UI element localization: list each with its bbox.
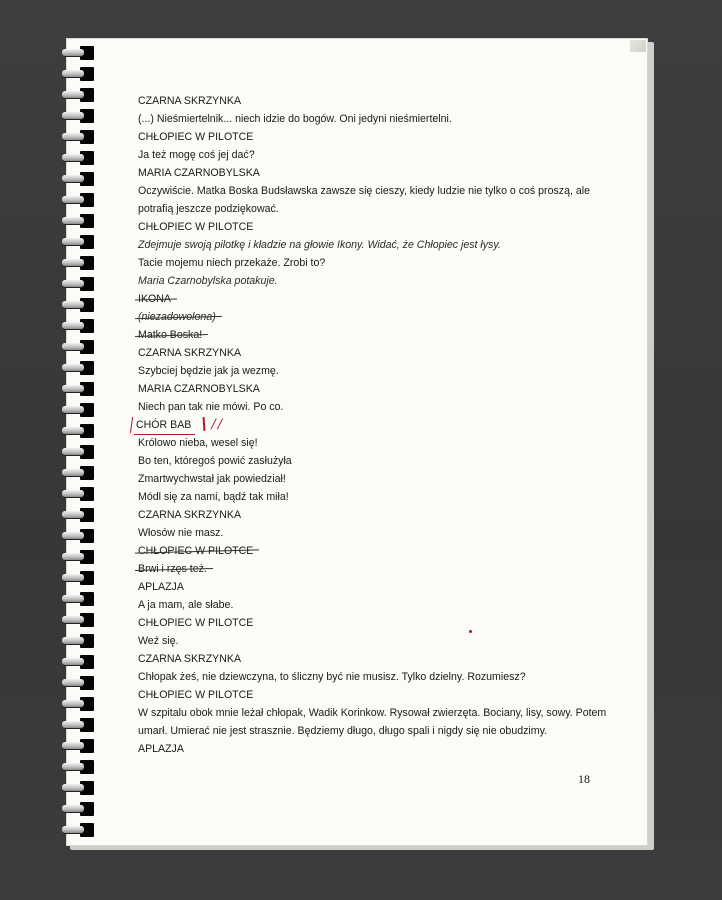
speaker-line: CZARNA SKRZYNKA [138, 347, 242, 359]
binding-ring [60, 781, 96, 795]
binding-wire [62, 175, 84, 182]
speaker-line: CHŁOPIEC W PILOTCE [138, 617, 254, 629]
binding-wire [62, 259, 84, 266]
stage-direction: Zdejmuje swoją pilotkę i kładzie na głowie Ikony. Widać, że Chłopiec jest łysy. [138, 239, 501, 251]
binding-ring [60, 109, 96, 123]
binding-wire [62, 805, 84, 812]
binding-ring [60, 445, 96, 459]
dialogue-line: Módl się za nami, bądź tak miła! [138, 491, 289, 503]
binding-wire [62, 280, 84, 287]
binding-wire [62, 406, 84, 413]
dialogue-line: Tacie mojemu niech przekaże. Zrobi to? [138, 257, 326, 269]
binding-ring [60, 151, 96, 165]
struck-dialogue-line: Matko Boska! [138, 329, 203, 341]
red-ink-dot [469, 630, 472, 633]
binding-ring [60, 571, 96, 585]
speaker-line: APLAZJA [138, 581, 184, 593]
binding-wire [62, 70, 84, 77]
binding-wire [62, 112, 84, 119]
binding-ring [60, 340, 96, 354]
red-pen-mark [203, 417, 206, 431]
binding-wire [62, 469, 84, 476]
struck-speaker-line: CHŁOPIEC W PILOTCE [138, 545, 254, 557]
binding-wire [62, 217, 84, 224]
binding-ring [60, 739, 96, 753]
speaker-line: CHŁOPIEC W PILOTCE [138, 221, 254, 233]
binding-wire [62, 49, 84, 56]
binding-ring [60, 277, 96, 291]
dialogue-line: Włosów nie masz. [138, 527, 224, 539]
dialogue-line: Ja też mogę coś jej dać? [138, 149, 255, 161]
binding-ring [60, 361, 96, 375]
binding-ring [60, 46, 96, 60]
binding-wire [62, 721, 84, 728]
speaker-line: CHŁOPIEC W PILOTCE [138, 131, 254, 143]
dialogue-line: Zmartwychwstał jak powiedział! [138, 473, 286, 485]
binding-ring [60, 466, 96, 480]
binding-wire [62, 343, 84, 350]
binding-wire [62, 658, 84, 665]
binding-wire [62, 532, 84, 539]
binding-ring [60, 319, 96, 333]
dialogue-line: Weź się. [138, 635, 179, 647]
dialogue-line: Chłopak żeś, nie dziewczyna, to śliczny być nie musisz. Tylko dzielny. Rozumiesz? [138, 671, 526, 683]
binding-wire [62, 763, 84, 770]
binding-wire [62, 742, 84, 749]
struck-stage-direction: (niezadowolona) [138, 311, 216, 323]
dialogue-line: Oczywiście. Matka Boska Budsławska zawsze się cieszy, kiedy ludzie nie tylko o coś proszą, ale potrafią jeszcze podziękować. [138, 185, 590, 215]
binding-wire [62, 826, 84, 833]
binding-wire [62, 238, 84, 245]
binding-ring [60, 88, 96, 102]
speaker-line: MARIA CZARNOBYLSKA [138, 383, 260, 395]
speaker-line: CHŁOPIEC W PILOTCE [138, 689, 254, 701]
binding-wire [62, 364, 84, 371]
binding-ring [60, 655, 96, 669]
binding-wire [62, 448, 84, 455]
binding-wire [62, 322, 84, 329]
dialogue-line: A ja mam, ale słabe. [138, 599, 234, 611]
dialogue-line: (...) Nieśmiertelnik... niech idzie do bogów. Oni jedyni nieśmiertelni. [138, 113, 452, 125]
binding-wire [62, 511, 84, 518]
speaker-line: CZARNA SKRZYNKA [138, 509, 242, 521]
binding-wire [62, 91, 84, 98]
binding-wire [62, 595, 84, 602]
binding-ring [60, 508, 96, 522]
binding-ring [60, 550, 96, 564]
binding-ring [60, 802, 96, 816]
binding-wire [62, 490, 84, 497]
speaker-line: CZARNA SKRZYNKA [138, 95, 242, 107]
binding-wire [62, 385, 84, 392]
binding-wire [62, 784, 84, 791]
binding-ring [60, 403, 96, 417]
binding-ring [60, 382, 96, 396]
red-pen-annotation: // [211, 417, 225, 432]
binding-ring [60, 487, 96, 501]
binding-ring [60, 760, 96, 774]
binding-wire [62, 154, 84, 161]
binding-ring [60, 634, 96, 648]
binding-ring [60, 130, 96, 144]
binding-ring [60, 193, 96, 207]
binding-wire [62, 700, 84, 707]
binding-wire [62, 133, 84, 140]
binding-wire [62, 427, 84, 434]
spiral-binding [60, 40, 96, 846]
speaker-line: MARIA CZARNOBYLSKA [138, 167, 260, 179]
binding-ring [60, 676, 96, 690]
binding-wire [62, 637, 84, 644]
binding-ring [60, 256, 96, 270]
binding-ring [60, 172, 96, 186]
binding-wire [62, 196, 84, 203]
speaker-line: CZARNA SKRZYNKA [138, 653, 242, 665]
binding-ring [60, 592, 96, 606]
binding-ring [60, 529, 96, 543]
dialogue-line: Królowo nieba, wesel się! [138, 437, 258, 449]
binding-wire [62, 553, 84, 560]
stage-direction: Maria Czarnobylska potakuje. [138, 275, 278, 287]
binding-ring [60, 235, 96, 249]
binding-wire [62, 679, 84, 686]
dialogue-line: Bo ten, któregoś powić zasłużyła [138, 455, 292, 467]
binding-ring [60, 718, 96, 732]
script-text [138, 92, 608, 758]
binding-wire [62, 616, 84, 623]
binding-ring [60, 67, 96, 81]
page-corner [630, 40, 646, 52]
speaker-line: APLAZJA [138, 743, 184, 755]
dialogue-line: W szpitalu obok mnie leżał chłopak, Wadik Korinkow. Rysował zwierzęta. Bociany, lisy, sowy. Potem umarł. Umierać nie jest strasznie. Będziemy długo, długo spali i nigdy się nie obudzimy. [138, 707, 607, 737]
binding-ring [60, 214, 96, 228]
binding-wire [62, 574, 84, 581]
binding-ring [60, 298, 96, 312]
binding-ring [60, 424, 96, 438]
binding-ring [60, 613, 96, 627]
binding-ring [60, 823, 96, 837]
binding-wire [62, 301, 84, 308]
page-number: 18 [578, 772, 590, 786]
dialogue-line: Niech pan tak nie mówi. Po co. [138, 401, 284, 413]
annotated-speaker-line: CHÓR BAB [134, 416, 195, 435]
struck-dialogue-line: Brwi i rzęs też. [138, 563, 207, 575]
struck-speaker-line: IKONA [138, 293, 171, 305]
dialogue-line: Szybciej będzie jak ja wezmę. [138, 365, 279, 377]
binding-ring [60, 697, 96, 711]
